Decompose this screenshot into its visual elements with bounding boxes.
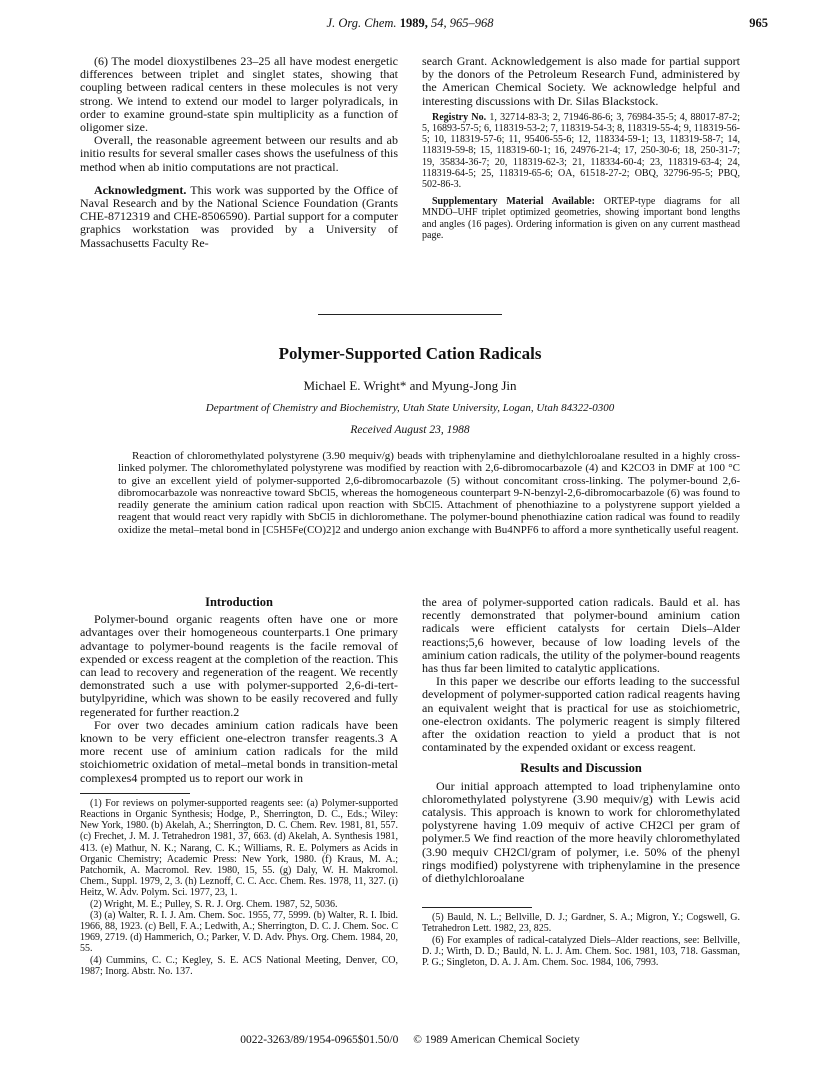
article-divider [318, 314, 502, 315]
journal-name: J. Org. Chem. [326, 16, 397, 30]
received-date: Received August 23, 1988 [350, 424, 470, 436]
article-title: Polymer-Supported Cation Radicals [278, 344, 542, 363]
intro-paragraph: Polymer-bound organic reagents often have one or more advantages over their homogeneous counterparts.1 One primary advantage to polymer-bound reagents is the facile removal of expended or excess reagent at the completion of the reaction. This can lead to recovery and regeneration of the reagent. We recently demonstrated such a use with polymer-supported 2,6-di-tert-butylpyridine, which was shown to be easily recovered and fully regenerated for further reaction.2 [80, 612, 398, 719]
body-col1 [80, 596, 398, 977]
article-authors: Michael E. Wright* and Myung-Jong Jin [303, 378, 517, 393]
footer-copyright: © 1989 American Chemical Society [413, 1034, 580, 1046]
footnote-rule [80, 793, 190, 794]
footer-code: 0022-3263/89/1954-0965$01.50/0 [240, 1034, 399, 1046]
page-number: 965 [749, 16, 768, 30]
journal-year: 1989, [399, 16, 428, 30]
ack-text-part2: search Grant. Acknowledgement is also made for partial support by the donors of the Petroleum Research Fund, administered by the American Chemical Society. We acknowledge helpful and interesting discussions with Dr. Silas Blackstock. [422, 54, 740, 108]
registry-block [422, 112, 740, 241]
body-col2 [422, 596, 740, 968]
intro-paragraph: the area of polymer-supported cation radicals. Bauld et al. has recently demonstrated that polymer-bound aminium cation radicals were efficient catalysts for certain Diels–Alder reactions;5,6 however, because of low loading levels of the aminium cation radicals, the utility of the polymer-bound reagents has thus far been limited to catalytic applications. [422, 595, 741, 676]
footnote: (1) For reviews on polymer-supported reagents see: (a) Polymer-supported Reactions in Organic Synthesis; Hodge, P., Sherrington, D. C., Eds.; Wiley: New York, 1980. (b) Akelah, A.; Sherrington, D. C. Chem. Rev. 1981, 81, 557. (c) Frechet, J. M. J. Tetrahedron 1981, 37, 663. (d) Akelah, A. Synthesis 1981, 413. (e) Mathur, N. K.; Narang, C. K.; Williams, R. E. Polymers as Acids in Organic Chemistry; Academic Press: New York, 1980. (f) Kraus, M. A.; Patchornik, A. Macromol. Rev. 1980, 15, 55. (g) Daly, W. H. Makromol. Chem., Suppl. 1979, 2, 3. (h) Leznoff, C. C. Acc. Chem. Res. 1978, 11, 327. (i) Heitz, W. Adv. Polym. Sci. 1977, 23, 1. [80, 797, 398, 899]
supp-paragraph [422, 196, 740, 241]
intro-paragraph: For over two decades aminium cation radicals have been known to be very efficient one-electron transfer reagents.3 A more recent use of aminium cation radicals for the mild stoichiometric oxidation of metal–metal bonds in transition-metal complexes4 prompted us to report our work in [80, 717, 398, 785]
page-footer [0, 1034, 820, 1046]
intro-paragraph: In this paper we describe our efforts leading to the successful development of polymer-supported cation radical reagents having an equivalent weight that is practical for use as stoichiometric, one-electron oxidants. The polymeric reagent is simply filtered after the oxidation reaction to yield a product that is not contaminated by the expended oxidant or excess reagent. [422, 674, 740, 755]
footnote: (4) Cummins, C. C.; Kegley, S. E. ACS National Meeting, Denver, CO, 1987; Inorg. Abstr. No. 137. [80, 954, 398, 977]
registry-text: 1, 32714-83-3; 2, 71946-86-6; 3, 76984-35-5; 4, 88017-87-2; 5, 16893-57-5; 6, 118319-53-2; 7, 118319-54-3; 8, 118319-55-4; 9, 118319-56-5; 10, 118319-57-6; 11, 95406-55-6; 12, 118334-59-1; 13, 118319-58-7; 14, 118319-59-8; 15, 118319-60-1; 16, 24976-21-4; 17, 250-30-6; 18, 250-31-7; 19, 35834-36-7; 20, 118319-62-3; 21, 118334-60-4; 23, 118319-63-4; 24, 118319-64-5; 25, 118319-65-6; OA, 61518-27-2; OBQ, 32796-95-5; PBQ, 502-86-3. [422, 111, 741, 191]
footnote: (2) Wright, M. E.; Pulley, S. R. J. Org. Chem. 1987, 52, 5036. [90, 898, 338, 910]
running-head [0, 16, 820, 34]
results-heading: Results and Discussion [520, 761, 642, 776]
journal-volume: 54, [430, 16, 447, 30]
prev-article-col1 [80, 55, 398, 250]
ack-paragraph [80, 184, 398, 250]
footnote: (3) (a) Walter, R. I. J. Am. Chem. Soc. 1955, 77, 5999. (b) Walter, R. I. Ibid. 1966, 88, 1923. (c) Bell, F. A.; Ledwith, A.; Sherrington, D. C. J. Chem. Soc. C 1969, 2719. (d) Hammerich, O.; Parker, V. D. Adv. Phys. Org. Chem. 1984, 20, 55. [80, 909, 398, 955]
footnote: (5) Bauld, N. L.; Bellville, D. J.; Gardner, S. A.; Migron, Y.; Cogswell, G. Tetrahedron Lett. 1982, 23, 825. [422, 912, 740, 935]
ack-text-part1: This work was supported by the Office of Naval Research and by the National Science Foundation (Grants CHE-8712319 and CHE-8506590). Partial support for a computer graphics workstation was provided by a University of Massachusetts Faculty Re- [80, 182, 398, 250]
prev-paragraph: (6) The model dioxystilbenes 23–25 all have modest energetic differences between triplet and singlet states, showing that coupling between radical centers in these molecules is not very strong. We intend to extend our model to larger polyradicals, in order to examine ground-state spin multiplicity as a function of oligomer size. [80, 54, 398, 135]
intro-heading: Introduction [205, 595, 273, 609]
ack-heading: Acknowledgment. [94, 182, 187, 197]
footnotes-col2 [422, 912, 740, 968]
article-affiliation: Department of Chemistry and Biochemistry, Utah State University, Logan, Utah 84322-0300 [205, 402, 615, 414]
prev-paragraph: Overall, the reasonable agreement between our results and ab initio results for several smaller cases shows the usefulness of this method when ab initio computations are not practical. [80, 133, 398, 174]
registry-paragraph [422, 112, 740, 190]
footnotes-col1 [80, 798, 398, 977]
registry-heading: Registry No. [432, 111, 487, 123]
abstract-text: Reaction of chloromethylated polystyrene (3.90 mequiv/g) beads with triphenylamine and diethylchloroalane resulted in a highly cross-linked polymer. The chloromethylated polystyrene was modified by reaction with 2,6-dibromocarbazole (4) and K2CO3 in DMF at 100 °C to give an excellent yield of polymer-supported 2,6-dibromocarbazole (5) without concomitant cross-linking. The polymer-bound 2,6-dibromocarbazole was nonreactive toward SbCl5, whereas the homogeneous counterpart 9-N-benzyl-2,6-dibromocarbazole (6) was found to readily generate the aminium cation radical upon reaction with SbCl5. Attachment of phenothiazine to a polystyrene support yielded a reagent that would react very rapidly with SbCl5 in dichloromethane. The polymer-bound phenothiazine cation radical was found to readily oxidize the metal–metal bond in [C5H5Fe(CO)2]2 and undergo anion exchange with Bu4NPF6 to afford a more synthetically useful reagent. [118, 450, 740, 536]
supp-heading: Supplementary Material Available: [432, 196, 595, 208]
footnote-rule [422, 907, 532, 908]
results-paragraph: Our initial approach attempted to load triphenylamine onto chloromethylated polystyrene (3.90 mequiv/g) with Lewis acid catalysis. This approach is known to work for chloromethylated polystyrene having 1.09 mequiv of active CH2Cl per gram of polymer.5 We find reaction of the more heavily chloromethylated (3.90 mequiv CH2Cl/gram of polymer, i.e. 50% of the phenyl rings modified) polystyrene with triphenylamine in the presence of diethylchloroalane [422, 778, 740, 886]
prev-article-col2 [422, 55, 740, 241]
abstract [118, 450, 740, 536]
footnote: (6) For examples of radical-catalyzed Diels–Alder reactions, see: Bellville, D. J.; Wirth, D. D.; Bauld, N. L. J. Am. Chem. Soc. 1981, 103, 718. Gassman, P. G.; Singleton, D. A. J. Am. Chem. Soc. 1984, 106, 7993. [422, 934, 740, 969]
journal-citation [0, 16, 820, 31]
supp-text: ORTEP-type diagrams for all MNDO–UHF triplet optimized geometries, showing important bond lengths and angles (16 pages). Ordering information is given on any current masthead page. [422, 196, 741, 241]
journal-pages: 965–968 [449, 16, 494, 30]
